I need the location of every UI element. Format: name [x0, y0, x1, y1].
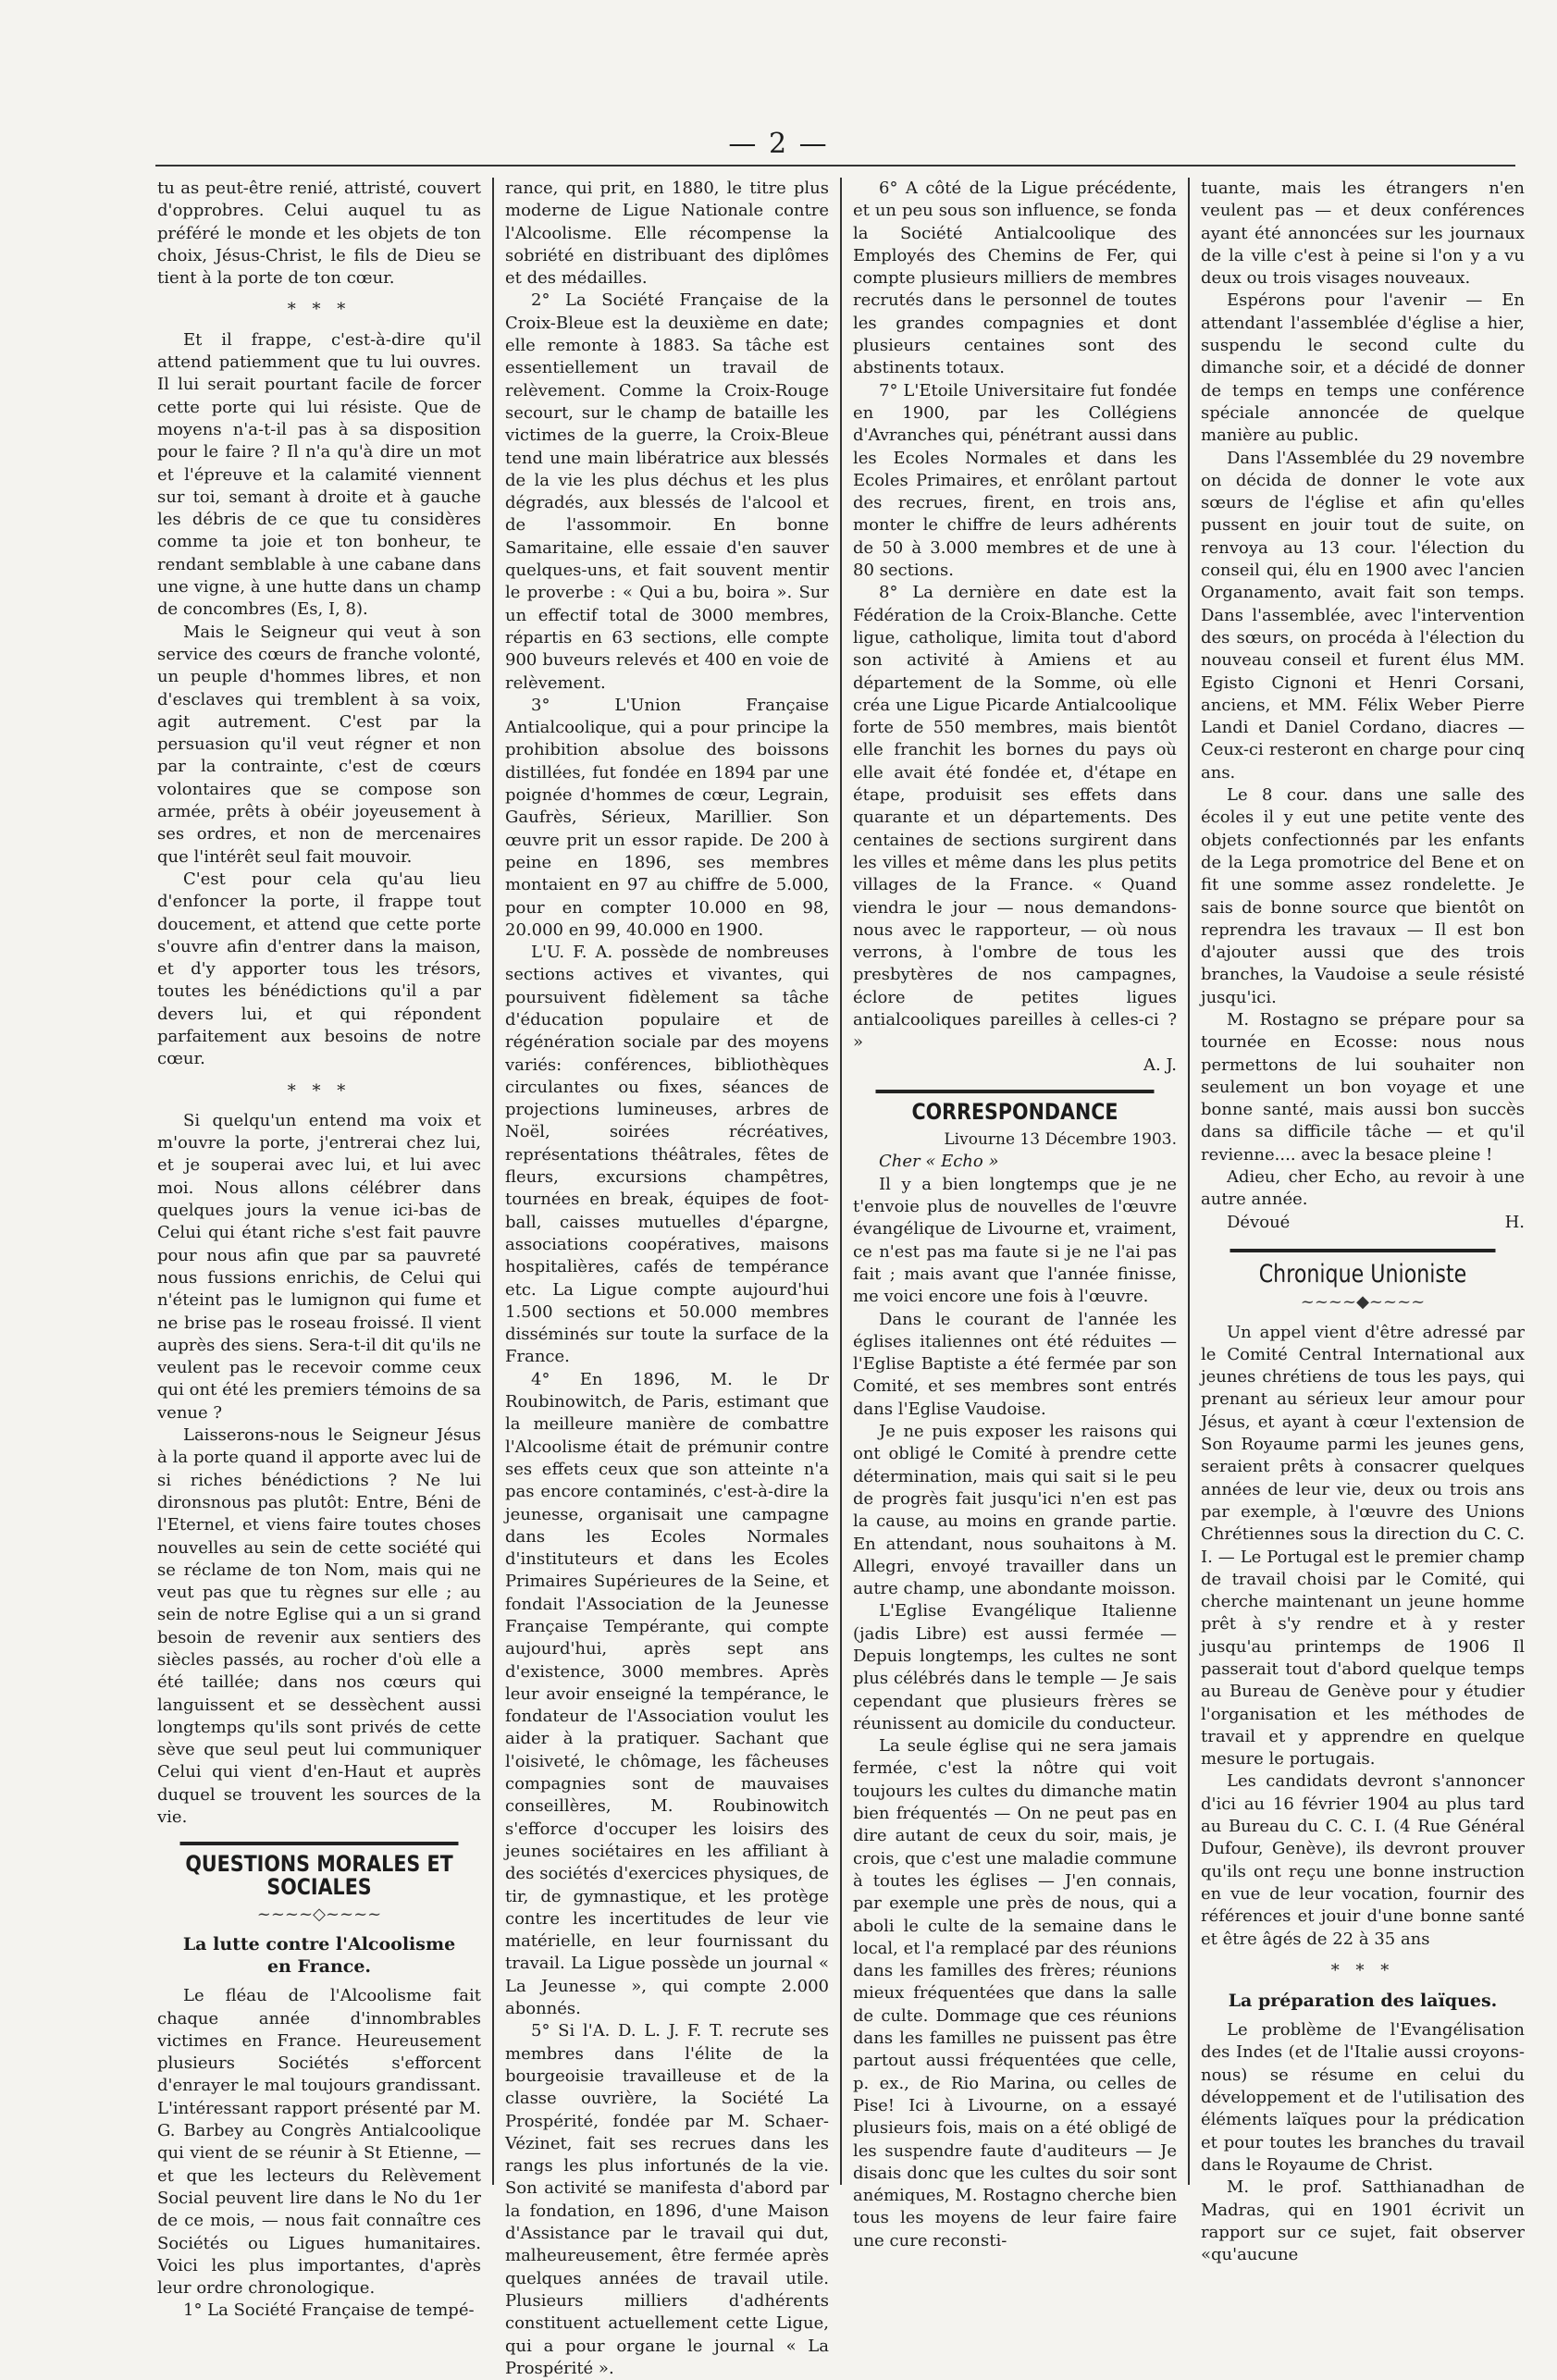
article-title: La préparation des laïques. — [1228, 1991, 1498, 2012]
article-title-line: La lutte contre l'Alcoolisme — [182, 1934, 456, 1955]
paragraph: Dans le courant de l'année les églises italiennes ont été réduites — l'Eglise Baptiste a été fermée par son Comité, et ses membres sont entrés dans l'Eglise Vaudoise. — [853, 1309, 1177, 1419]
column-2 — [505, 178, 829, 2378]
salutation: Cher « Echo » — [879, 1152, 999, 1172]
signature-line — [1201, 1212, 1525, 1234]
paragraph: L'U. F. A. possède de nombreuses sections actives et vivantes, qui poursuivent fidèlement sa tâche d'éducation populaire et de régénération sociale par des moyens variés: conférences, bibliothèques circulantes ou fixes, séances de projections lumineuses, arbres de Noël, soirées récréatives, représentations théâtrales, fêtes de fleurs, excursions champêtres, tournées en break, équipes de foot-ball, caisses mutuelles d'épargne, associations coopératives, maisons hospitalières, cafés de tempérance etc. La Ligue compte aujourd'hui 1.500 sections et 50.000 membres disséminés sur toute la surface de la France. — [505, 943, 829, 1367]
paragraph: Le fléau de l'Alcoolisme fait chaque année d'innombrables victimes en France. Heureusement plusieurs Sociétés s'efforcent d'enrayer le mal toujours grandissant. L'intéressant rapport présenté par M. G. Barbey au Congrès Antialcoolique qui vient de se réunir à St Etienne, — et que les lecteurs du Relèvement Social peuvent lire dans le No du 1er de ce mois, — nous fait connaître ces Sociétés ou Ligues humanitaires. Voici les plus importantes, d'après leur ordre chronologique. — [157, 1986, 481, 2299]
paragraph: Le problème de l'Evangélisation des Indes (et de l'Italie aussi croyons-nous) se résume en celui du développement et de l'utilisation des éléments laïques pour la prédication et pour toutes les branches du travail dans le Royaume de Christ. — [1201, 2020, 1525, 2175]
paragraph: 8° La dernière en date est la Fédération de la Croix-Blanche. Cette ligue, catholique, limita tout d'abord son activité à Amiens et au département de la Somme, où elle créa une Ligue Picarde Antialcoolique forte de 550 membres, mais bientôt elle franchit les bornes du pays où elle avait été fondée et, d'étape en étape, produisit ses effets dans quarante et un départements. Des centaines de sections surgirent dans les villes et même dans les plus petits villages de la France. « Quand viendra le jour — nous demandons-nous avec le rapporteur, — où nous verrons, à l'ombre de tous les presbytères de nos campagnes, éclore de petites ligues antialcooliques pareilles à celles-ci ? » — [853, 583, 1177, 1053]
column-divider — [492, 178, 494, 2185]
paragraph: La seule église qui ne sera jamais fermée, c'est la nôtre qui voit toujours les cultes du dimanche matin bien fréquentés — On ne peut pas en dire autant de ceux du soir, mais, je crois, que c'est une maladie commune à toutes les églises — J'en connais, par exemple une près de nous, qui a aboli le culte de la semaine dans le local, et l'a remplacé par des réunions dans les familles des frères; réunions mieux fréquentées que dans la salle de culte. Dommage que ces réunions dans les familles ne puissent pas être partout aussi fréquentées que celle, p. ex., de Rio Marina, ou celles de Pise! Ici à Livourne, on a essayé plusieurs fois, mais on a été obligé de les suspendre faute d'auditeurs — Je disais donc que les cultes du soir sont anémiques, M. Rostagno cherche bien tous les moyens de leur faire faire une cure reconsti- — [853, 1736, 1177, 2251]
paragraph: 1° La Société Française de tempé- — [183, 2300, 475, 2321]
section-title: CORRESPONDANCE — [876, 1090, 1155, 1123]
asterism: * * * — [287, 300, 352, 320]
paragraph: M. le prof. Satthianadhan de Madras, qui en 1901 écrivit un rapport sur ce sujet, fait observer «qu'aucune — [1201, 2177, 1525, 2265]
column-1 — [157, 178, 481, 2321]
paragraph: tu as peut-être renié, attristé, couvert d'opprobres. Celui auquel tu as préféré le monde et les objets de ton choix, Jésus-Christ, le fils de Dieu se tient à la porte de ton cœur. — [157, 179, 481, 289]
paragraph: Le 8 cour. dans une salle des écoles il y eut une petite vente des objets confectionnés par les enfants de la Lega promotrice del Bene et on fit une somme assez rondelette. Je sais de bonne source que bientôt on reprendra les travaux — Il est bon d'ajouter aussi que des trois branches, la Vaudoise a seule résisté jusqu'ici. — [1201, 785, 1525, 1007]
paragraph: Les candidats devront s'annoncer d'ici au 16 février 1904 au plus tard au Bureau du C. C. I. (4 Rue Général Dufour, Genève), ils devront prouver qu'ils ont reçu une bonne instruction en vue de leur vocation, fournir des références et jouir d'une bonne santé et être âgés de 22 à 35 ans — [1201, 1771, 1525, 1949]
paragraph: Il y a bien longtemps que je ne t'envoie plus de nouvelles de l'œuvre évangélique de Livourne et, vraiment, ce n'est pas ma faute si je ne l'ai pas fait ; mais avant que l'année finisse, me voici encore une fois à l'œuvre. — [853, 1174, 1177, 1307]
ornament: ~~~~◇~~~~ — [256, 1904, 382, 1924]
ornament: ~~~~◆~~~~ — [1300, 1292, 1426, 1313]
paragraph: 3° L'Union Française Antialcoolique, qui a pour principe la prohibition absolue des boissons distillées, fut fondée en 1894 par une poignée d'hommes de cœur, Legrain, Gaufrès, Sérieux, Marillier. Son œuvre prit un essor rapide. De 200 à peine en 1896, ses membres montaient en 97 au chiffre de 5.000, pour en compter 10.000 en 98, 20.000 en 99, 40.000 en 1900. — [505, 695, 829, 940]
header-rule — [155, 165, 1515, 166]
column-divider — [840, 178, 842, 2185]
paragraph: 6° A côté de la Ligue précédente, et un peu sous son influence, se fonda la Société Antialcoolique des Employés des Chemins de Fer, qui compte plusieurs milliers de membres recrutés dans le personnel de toutes les grandes compagnies et dont plusieurs centaines sont des abstinents totaux. — [853, 179, 1177, 378]
asterism: * * * — [1330, 1960, 1395, 1980]
section-title: Chronique Unioniste — [1230, 1249, 1496, 1286]
dateline: Livourne 13 Décembre 1903. — [944, 1130, 1177, 1150]
asterism: * * * — [287, 1080, 352, 1101]
paragraph: Un appel vient d'être adressé par le Comité Central International aux jeunes chrétiens de tous les pays, qui prenant au sérieux leur amour pour Jésus, et ayant à cœur l'extension de Son Royaume parmi les jeunes gens, seraient prêts à consacrer quelques années de leur vie, deux ou trois ans par exemple, à l'œuvre des Unions Chrétiennes sous la direction du C. C. I. — Le Portugal est le premier champ de travail choisi par le Comité, qui cherche maintenant un jeune homme prêt à s'y rendre et à y rester jusqu'au printemps de 1906 Il passerait tout d'abord quelque temps au Bureau de Genève pour y étudier l'organisation et les méthodes de travail et y apprendre en quelque mesure le portugais. — [1201, 1322, 1525, 1770]
paragraph: L'Eglise Evangélique Italienne (jadis Libre) est aussi fermée — Depuis longtemps, les cultes ne sont plus célébrés dans le temple — Je sais cependant que plusieurs frères se réunissent au domicile du conducteur. — [853, 1601, 1177, 1733]
paragraph: Espérons pour l'avenir — En attendant l'assemblée d'église a hier, suspendu le second culte du dimanche soir, et a décidé de donner de temps en temps une conférence spéciale annoncée de quelque manière au public. — [1201, 290, 1525, 446]
paragraph: 5° Si l'A. D. L. J. F. T. recrute ses membres dans l'élite de la bourgeoisie travailleuse et de la classe ouvrière, la Société La Prospérité, fondée par M. Schaer-Vézinet, fait ses recrues dans les rangs les plus infortunés de la vie. Son activité se manifesta d'abord par la fondation, en 1896, d'une Maison d'Assistance par le travail qui dut, malheureusement, être fermée après quelques années de travail utile. Plusieurs milliers d'adhérents constituent actuellement cette Ligue, qui a pour organe le journal « La Prospérité ». — [505, 2021, 829, 2378]
signature: H. — [1504, 1212, 1525, 1232]
column-3 — [853, 178, 1177, 2251]
paragraph: Et il frappe, c'est-à-dire qu'il attend patiemment que tu lui ouvres. Il lui serait pourtant facile de forcer cette porte qui lui résiste. Que de moyens n'a-t-il pas à sa disposition pour le faire ? Il n'a qu'à dire un mot et l'épreuve et la calamité viennent sur toi, semant à droite et à gauche les débris de ce que tu considères comme ta joie et ton bonheur, te rendant semblable à une cabane dans une vigne, à une hutte dans un champ de concombres (Es, I, 8). — [157, 329, 481, 620]
signature-closing: Dévoué — [1227, 1212, 1291, 1232]
paragraph: 2° La Société Française de la Croix-Bleue est la deuxième en date; elle remonte à 1883. Sa tâche est essentiellement un travail de relèvement. Comme la Croix-Rouge secourt, sur le champ de bataille les victimes de la guerre, la Croix-Bleue tend une main libératrice aux blessés de la vie les plus déchus et les plus dégradés, aux blessés de l'alcool et de l'assommoir. En bonne Samaritaine, elle essaie d'en sauver quelques-uns, et fait souvent mentir le proverbe : « Qui a bu, boira ». Sur un effectif total de 3000 membres, répartis en 63 sections, elle compte 900 buveurs relevés et 400 en voie de relèvement. — [505, 290, 829, 693]
paragraph: Laisserons-nous le Seigneur Jésus à la porte quand il apporte avec lui de si riches bénédictions ? Ne lui dironsnous pas plutôt: Entre, Béni de l'Eternel, et viens faire toutes choses nouvelles au sein de cette société qui se réclame de ton Nom, mais qui ne veut pas que tu règnes sur elle ; au sein de notre Eglise qui a un si grand besoin de revenir aux sentiers des siècles passés, au rocher d'où elle a été taillée; dans nos cœurs qui languissent et se dessèchent aussi longtemps qu'ils sont privés de cette sève que seul peut lui communiquer Celui qui vient d'en-Haut et auprès duquel se trouvent les sources de la vie. — [157, 1425, 481, 1828]
paragraph: Si quelqu'un entend ma voix et m'ouvre la porte, j'entrerai chez lui, et je souperai avec lui, et lui avec moi. Nous allons célébrer dans quelques jours la venue ici-bas de Celui qui étant riche s'est fait pauvre pour nous afin que par sa pauvreté nous fussions enrichis, de Celui qui n'éteint pas le lumignon qui fume et ne brise pas le roseau froissé. Il vient auprès des siens. Sera-t-il dit qu'ils ne veulent pas le recevoir comme ceux qui ont été les premiers témoins de sa venue ? — [157, 1110, 481, 1423]
paragraph: Adieu, cher Echo, au revoir à une autre année. — [1201, 1167, 1525, 1210]
paragraph: M. Rostagno se prépare pour sa tournée en Ecosse: nous nous permettons de lui souhaiter non seulement un bon voyage et une bonne santé, mais aussi bon succès dans sa difficile tâche — et qu'il revienne.... avec la besace pleine ! — [1201, 1009, 1525, 1165]
signature: A. J. — [1143, 1054, 1177, 1075]
paragraph: Je ne puis exposer les raisons qui ont obligé le Comité à prendre cette détermination, mais qui sait si le peu de progrès fait jusqu'ici n'en est pas la cause, au moins en grande partie. En attendant, nous souhaitons à M. Allegri, envoyé travailler dans un autre champ, une abondante moisson. — [853, 1422, 1177, 1599]
paragraph: Mais le Seigneur qui veut à son service des cœurs de franche volonté, un peuple d'hommes libres, et non d'esclaves qui tremblent à sa voix, agit autrement. C'est par la persuasion qu'il veut régner et non par la contrainte, c'est de cœurs volontaires que se compose son armée, prêts à obéir joyeusement à ses ordres, et non de mercenaires que l'intérêt seul fait mouvoir. — [157, 622, 481, 867]
paragraph: 7° L'Etoile Universitaire fut fondée en 1900, par les Collégiens d'Avranches qui, pénétrant aussi dans les Ecoles Normales et dans les Ecoles Primaires, et enrôlant partout des recrues, firent, en trois ans, monter le chiffre de leurs adhérents de 50 à 3.000 membres et de une à 80 sections. — [853, 380, 1177, 581]
column-4 — [1201, 178, 1525, 2265]
article-title-line: en France. — [266, 1956, 372, 1978]
paragraph: Dans l'Assemblée du 29 novembre on décida de donner le vote aux sœurs de l'église et afin qu'elles pussent en jouir tout de suite, on renvoya au 13 cour. l'élection du conseil qui, élu en 1900 avec l'ancien Organamento, avait fait son temps. Dans l'assemblée, avec l'intervention des sœurs, on procéda à l'élection du nouveau conseil et furent élus MM. Egisto Cignoni et Henri Corsani, anciens, et MM. Félix Weber Pierre Landi et Daniel Cordano, diacres — Ceux-ci resteront en charge pour cinq ans. — [1201, 448, 1525, 783]
page-number: — 2 — — [728, 128, 829, 160]
section-title: QUESTIONS MORALES ET SOCIALES — [180, 1842, 459, 1898]
paragraph: tuante, mais les étrangers n'en veulent pas — et deux conférences ayant été annoncées sur les journaux de la ville c'est à peine si l'on y a vu deux ou trois visages nouveaux. — [1201, 179, 1525, 289]
paragraph: rance, qui prit, en 1880, le titre plus moderne de Ligue Nationale contre l'Alcoolisme. Elle récompense la sobriété en distribuant des diplômes et des médailles. — [505, 179, 829, 289]
paragraph: C'est pour cela qu'au lieu d'enfoncer la porte, il frappe tout doucement, et attend que cette porte s'ouvre afin d'entrer dans la maison, et d'y apporter tous les trésors, toutes les bénédictions qu'il a par devers lui, et qui répondent parfaitement aux besoins de notre cœur. — [157, 869, 481, 1069]
article-title — [157, 1933, 481, 1978]
column-divider — [1188, 178, 1190, 2185]
paragraph: 4° En 1896, M. le Dr Roubinowitch, de Paris, estimant que la meilleure manière de combattre l'Alcoolisme était de prémunir contre ses effets ceux que son atteinte n'a pas encore contaminés, c'est-à-dire la jeunesse, organisait une campagne dans les Ecoles Normales d'instituteurs et dans les Ecoles Primaires Supérieures de la Seine, et fondait l'Association de la Jeunesse Française Tempérante, qui compte aujourd'hui, après sept ans d'existence, 3000 membres. Après leur avoir enseigné la tempérance, le fondateur de l'Association voulut les aider à la pratiquer. Sachant que l'oisiveté, le chômage, les fâcheuses compagnies sont de mauvaises conseillères, M. Roubinowitch s'efforce d'occuper les loisirs des jeunes sociétaires en les affiliant à des sociétés d'exercices physiques, de tir, de gymnastique, et les protège contre les incertitudes de leur vie matérielle, en leur fournissant du travail. La Ligue possède un journal « La Jeunesse », qui compte 2.000 abonnés. — [505, 1369, 829, 2019]
